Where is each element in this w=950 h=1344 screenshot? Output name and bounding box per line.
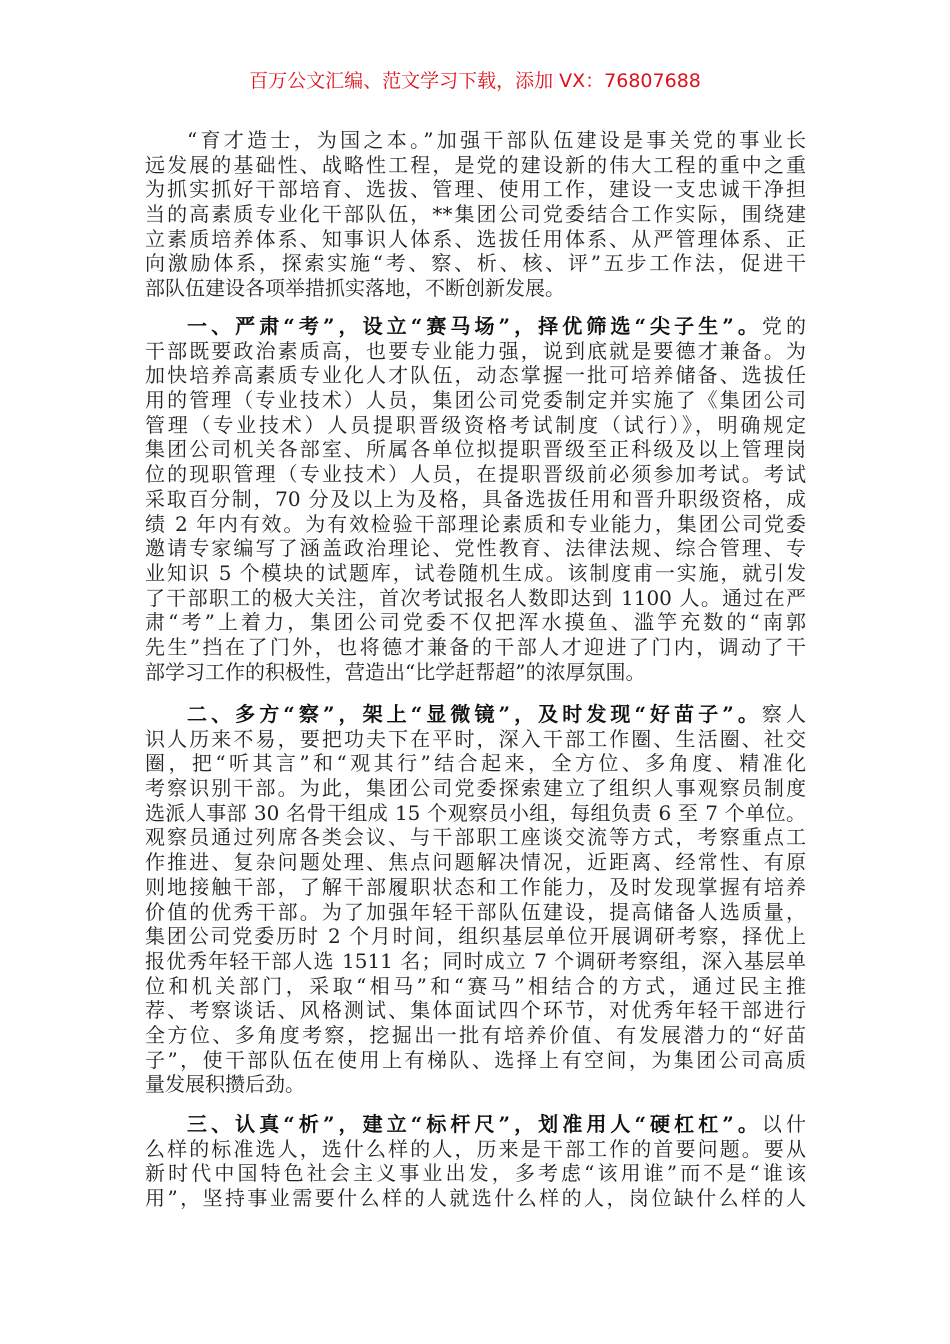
- section-1-paragraph: [145, 314, 806, 684]
- text-line: [145, 998, 806, 1023]
- text-line: [145, 727, 806, 752]
- text-line: [145, 413, 806, 438]
- line-text: 部队伍建设各项举措抓实落地，不断创新发展。: [145, 276, 565, 301]
- line-text: 则地接触干部，了解干部履职状态和工作能力，及时发现掌握有培养: [145, 874, 806, 899]
- text-line: [145, 1072, 806, 1097]
- section-2-paragraph: [145, 702, 806, 1097]
- text-line: [145, 974, 806, 999]
- text-line: [145, 635, 806, 660]
- text-line: [145, 536, 806, 561]
- intro-paragraph: [145, 128, 806, 301]
- text-line: [145, 660, 806, 685]
- line-text: 采取百分制，70 分及以上为及格，具备选拔任用和晋升职级资格，成: [145, 486, 806, 511]
- line-text: 位的现职管理（专业技术）人员，在提职晋级前必须参加考试。考试: [145, 462, 806, 487]
- line-text: 报优秀年轻干部人选 1511 名；同时成立 7 个调研考察组，深入基层单: [145, 948, 806, 973]
- text-line: [145, 177, 806, 202]
- line-text: 考察识别干部。为此，集团公司党委探索建立了组织人事观察员制度: [145, 776, 806, 801]
- section-heading: 一、严肃“考”，设立“赛马场”，择优筛选“尖子生”。: [187, 314, 762, 338]
- line-text: 察人: [761, 702, 806, 726]
- line-text: 先生”挡在了门外，也将德才兼备的干部人才迎进了门内，调动了干: [145, 634, 806, 659]
- line-text: 党的: [761, 314, 806, 338]
- line-text: 立素质培养体系、知事识人体系、选拔任用体系、从严管理体系、正: [145, 226, 806, 251]
- line-text: 用的管理（专业技术）人员，集团公司党委制定并实施了《集团公司: [145, 388, 806, 413]
- text-line: [145, 1186, 806, 1211]
- section-heading: 三、认真“析”，建立“标杆尺”，划准用人“硬杠杠”。: [187, 1112, 762, 1136]
- line-text: 加快培养高素质专业化人才队伍，动态掌握一批可培养储备、选拔任: [145, 363, 806, 388]
- line-text: 邀请专家编写了涵盖政治理论、党性教育、法律法规、综合管理、专: [145, 536, 806, 561]
- text-line: [145, 202, 806, 227]
- watermark-banner: 百万公文汇编、范文学习下载，添加 VX：76807688: [249, 70, 701, 92]
- text-line: [145, 850, 806, 875]
- line-text: 为抓实抓好干部培育、选拔、管理、使用工作，建设一支忠诚干净担: [145, 177, 806, 202]
- text-line: [145, 314, 806, 339]
- text-line: [145, 462, 806, 487]
- line-text: 肃“考”上着力，集团公司党委不仅把浑水摸鱼、滥竽充数的“南郭: [145, 610, 806, 635]
- text-line: [145, 825, 806, 850]
- line-text: 子”，使干部队伍在使用上有梯队、选择上有空间，为集团公司高质: [145, 1047, 806, 1072]
- text-line: [145, 1112, 806, 1137]
- text-line: [145, 251, 806, 276]
- line-text: 观察员通过列席各类会议、与干部职工座谈交流等方式，考察重点工: [145, 825, 806, 850]
- line-text: 集团公司党委历时 2 个月时间，组织基层单位开展调研考察，择优上: [145, 924, 806, 949]
- line-text: 管理（专业技术）人员提职晋级资格考试制度（试行）》，明确规定: [145, 412, 806, 437]
- text-line: [145, 1023, 806, 1048]
- line-text: 绩 2 年内有效。为有效检验干部理论素质和专业能力，集团公司党委: [145, 511, 806, 536]
- text-line: [145, 512, 806, 537]
- text-line: [145, 1048, 806, 1073]
- text-line: [145, 702, 806, 727]
- text-line: [145, 900, 806, 925]
- line-text: 部学习工作的积极性，营造出“比学赶帮超”的浓厚氛围。: [145, 659, 646, 684]
- section-heading: 二、多方“察”，架上“显微镜”，及时发现“好苗子”。: [187, 702, 762, 726]
- line-text: 价值的优秀干部。为了加强年轻干部队伍建设，提高储备人选质量，: [145, 899, 806, 924]
- text-line: [145, 1137, 806, 1162]
- line-text: 以什: [761, 1112, 806, 1136]
- text-line: [145, 561, 806, 586]
- text-line: [145, 437, 806, 462]
- text-line: [145, 276, 806, 301]
- text-line: [145, 751, 806, 776]
- text-line: [145, 128, 806, 153]
- text-line: [145, 487, 806, 512]
- line-text: 新时代中国特色社会主义事业出发，多考虑“该用谁”而不是“谁该: [145, 1161, 806, 1186]
- line-text: 当的高素质专业化干部队伍，**集团公司党委结合工作实际，围绕建: [145, 202, 806, 227]
- text-line: [145, 776, 806, 801]
- line-text: 么样的标准选人，选什么样的人，历来是干部工作的首要问题。要从: [145, 1136, 806, 1161]
- text-line: [145, 801, 806, 826]
- line-text: 选派人事部 30 名骨干组成 15 个观察员小组，每组负责 6 至 7 个单位。: [145, 800, 806, 825]
- text-line: [145, 339, 806, 364]
- text-line: [145, 153, 806, 178]
- text-line: [145, 227, 806, 252]
- line-text: 干部既要政治素质高，也要专业能力强，说到底就是要德才兼备。为: [145, 338, 806, 363]
- line-text: 识人历来不易，要把功夫下在平时，深入干部工作圈、生活圈、社交: [145, 726, 806, 751]
- text-line: [145, 610, 806, 635]
- text-line: [145, 363, 806, 388]
- section-3-paragraph: [145, 1112, 806, 1211]
- line-text: 位和机关部门，采取“相马”和“赛马”相结合的方式，通过民主推: [145, 973, 806, 998]
- line-text: 集团公司机关各部室、所属各单位拟提职晋级至正科级及以上管理岗: [145, 437, 806, 462]
- line-text: 作推进、复杂问题处理、焦点问题解决情况，近距离、经常性、有原: [145, 850, 806, 875]
- text-line: [145, 586, 806, 611]
- line-text: 圈，把“听其言”和“观其行”结合起来，全方位、多角度、精准化: [145, 751, 806, 776]
- line-text: 向激励体系，探索实施“考、察、析、核、评”五步工作法，促进干: [145, 251, 806, 276]
- line-text: 了干部职工的极大关注，首次考试报名人数即达到 1100 人。通过在严: [145, 585, 806, 610]
- text-line: [145, 949, 806, 974]
- line-text: 远发展的基础性、战略性工程，是党的建设新的伟大工程的重中之重: [145, 152, 806, 177]
- text-line: [145, 924, 806, 949]
- line-text: 荐、考察谈话、风格测试、集体面试四个环节，对优秀年轻干部进行: [145, 998, 806, 1023]
- line-text: “育才造士，为国之本。”加强干部队伍建设是事关党的事业长: [187, 128, 806, 152]
- text-line: [145, 875, 806, 900]
- line-text: 量发展积攒后劲。: [145, 1072, 305, 1097]
- line-text: 业知识 5 个模块的试题库，试卷随机生成。该制度甫一实施，就引发: [145, 560, 806, 585]
- text-line: [145, 1161, 806, 1186]
- text-line: [145, 388, 806, 413]
- line-text: 全方位、多角度考察，挖掘出一批有培养价值、有发展潜力的“好苗: [145, 1022, 806, 1047]
- line-text: 用”，坚持事业需要什么样的人就选什么样的人，岗位缺什么样的人: [145, 1186, 806, 1211]
